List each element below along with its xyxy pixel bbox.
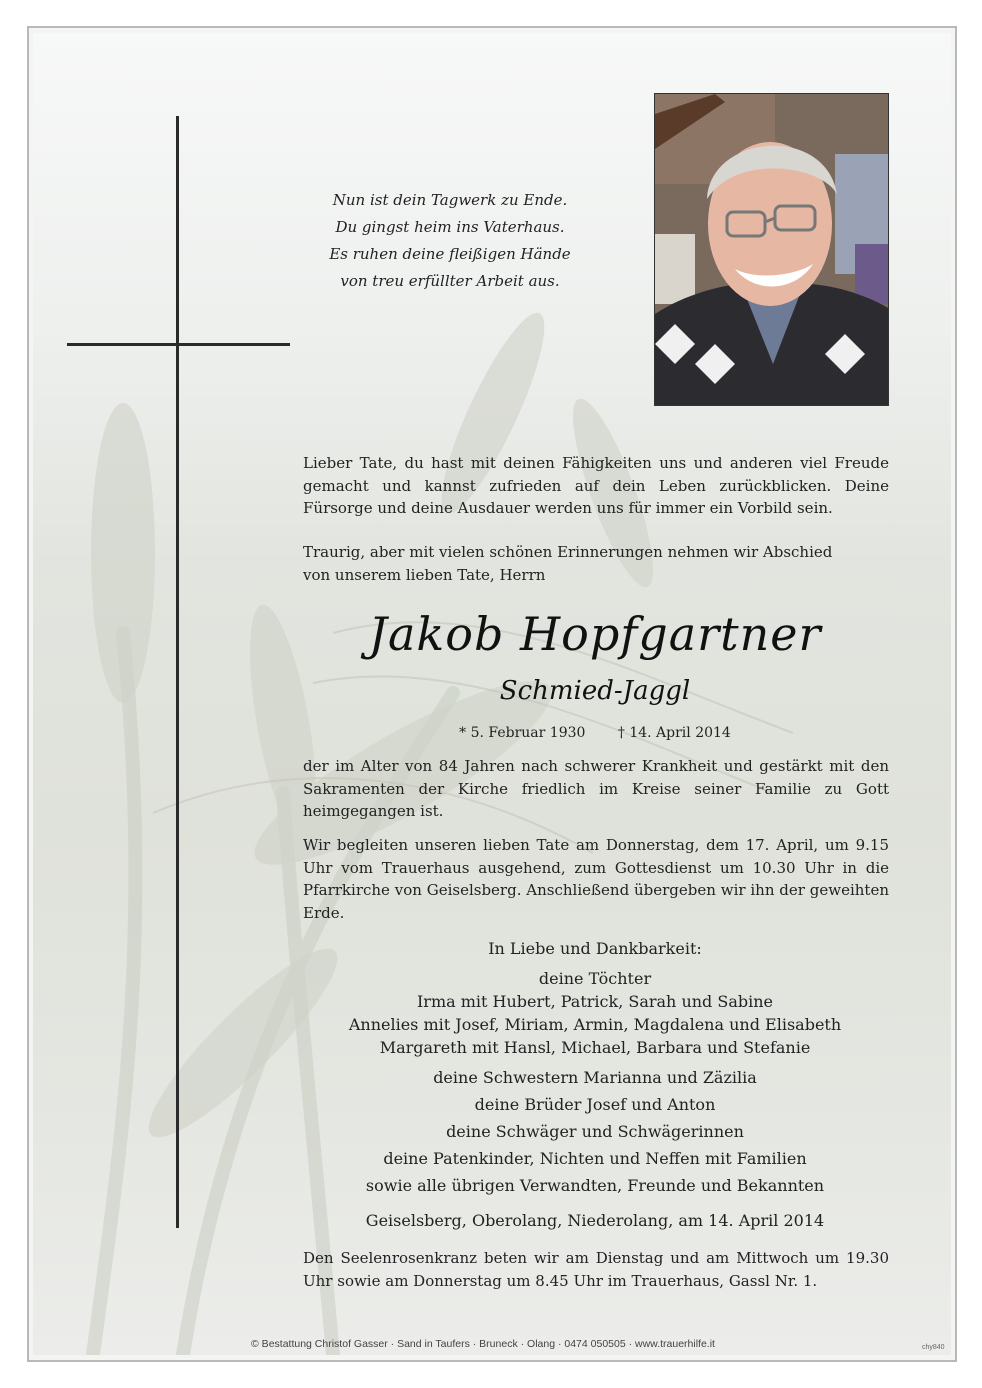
document-code: chy840 <box>922 1344 945 1351</box>
mourner-line: deine Schwäger und Schwägerinnen <box>446 1122 744 1141</box>
mourner-line: Irma mit Hubert, Patrick, Sarah und Sabine <box>416 992 774 1011</box>
verse-line: von treu erfüllter Arbeit aus. <box>340 272 560 290</box>
mourner-line: Margareth mit Hansl, Michael, Barbara und Stefanie <box>379 1038 811 1057</box>
rosary-paragraph: Den Seelenrosenkranz beten wir am Dienstag und am Mittwoch um 19.30 Uhr sowie am Donnerstag um 8.45 Uhr im Trauerhaus, Gassl Nr. 1. <box>303 1249 889 1290</box>
place-and-date: Geiselsberg, Oberolang, Niederolang, am 14. April 2014 <box>365 1211 825 1230</box>
mourner-line: deine Patenkinder, Nichten und Neffen mit Familien <box>383 1149 807 1168</box>
intro-paragraph: Lieber Tate, du hast mit deinen Fähigkeiten uns und anderen viel Freude gemacht und kannst zufrieden auf dein Leben zurückblicken. Deine Fürsorge und deine Ausdauer werden uns für immer ein Vorbild sein. <box>303 454 889 517</box>
life-dates <box>300 722 890 744</box>
memorial-verse <box>300 187 600 295</box>
verse-line: Du gingst heim ins Vaterhaus. <box>335 218 565 236</box>
cross-vertical-bar <box>176 116 179 1228</box>
children-list <box>300 967 890 1059</box>
farewell-paragraph <box>303 541 889 586</box>
relatives-list <box>300 1064 890 1199</box>
house-name: Schmied-Jaggl <box>499 676 691 706</box>
farewell-line: von unserem lieben Tate, Herrn <box>303 565 546 584</box>
mourner-line: Annelies mit Josef, Miriam, Armin, Magdalena und Elisabeth <box>348 1015 842 1034</box>
cross-horizontal-bar <box>67 343 290 346</box>
mourner-line: deine Schwestern Marianna und Zäzilia <box>433 1068 757 1087</box>
verse-line: Nun ist dein Tagwerk zu Ende. <box>332 191 568 209</box>
funeral-home-footer: © Bestattung Christof Gasser · Sand in Taufers · Bruneck · Olang · 0474 050505 · www.trauerhilfe.it <box>251 1338 715 1350</box>
thanks-line: In Liebe und Dankbarkeit: <box>488 939 702 958</box>
verse-line: Es ruhen deine fleißigen Hände <box>329 245 571 263</box>
portrait-photo <box>654 93 889 406</box>
mourner-line: deine Töchter <box>538 969 652 988</box>
mourner-line: deine Brüder Josef und Anton <box>474 1095 716 1114</box>
mourner-line: sowie alle übrigen Verwandten, Freunde und Bekannten <box>365 1176 825 1195</box>
passing-paragraph: der im Alter von 84 Jahren nach schwerer Krankheit und gestärkt mit den Sakramenten der Kirche friedlich im Kreise seiner Familie zu Gott heimgegangen ist. <box>303 757 889 820</box>
deceased-name: Jakob Hopfgartner <box>368 607 822 661</box>
death-date: † 14. April 2014 <box>617 725 731 741</box>
farewell-line: Traurig, aber mit vielen schönen Erinnerungen nehmen wir Abschied <box>303 543 833 561</box>
birth-date: * 5. Februar 1930 <box>459 725 586 741</box>
funeral-paragraph: Wir begleiten unseren lieben Tate am Donnerstag, dem 17. April, um 9.15 Uhr vom Trauerhaus ausgehend, zum Gottesdienst um 10.30 Uhr in die Pfarrkirche von Geiselsberg. Anschließend übergeben wir ihn der geweihten Erde. <box>303 836 889 922</box>
